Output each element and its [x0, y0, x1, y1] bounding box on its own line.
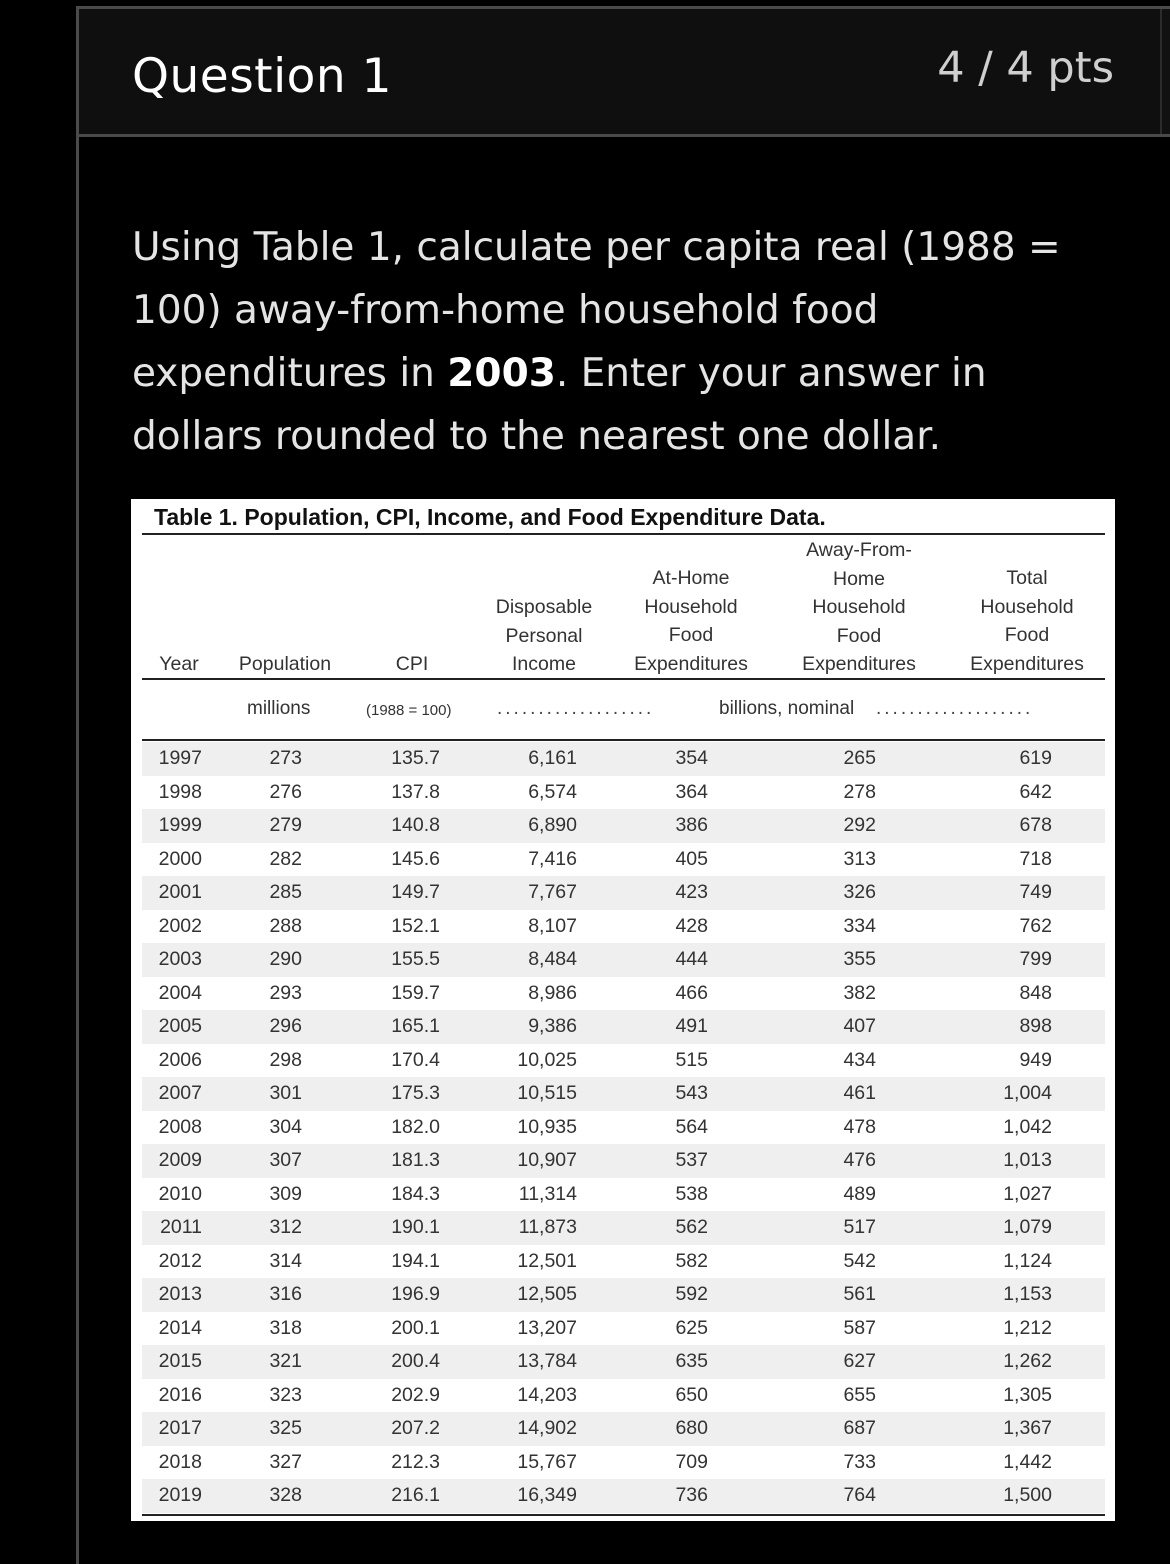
cell-cpi: 155.5 [391, 948, 440, 970]
cell-at-home: 405 [675, 847, 708, 870]
cell-cpi: 165.1 [391, 1015, 440, 1037]
table-row [142, 742, 1105, 776]
cell-cpi: 140.8 [391, 814, 440, 836]
table-row [142, 1211, 1105, 1245]
cell-away-from-home: 326 [843, 881, 876, 903]
header-cpi: CPI [395, 653, 429, 675]
question-title: Question 1 [132, 49, 393, 104]
header-at-home: At-Home Household Food Expenditures [634, 567, 748, 675]
cell-income: 12,505 [517, 1283, 577, 1305]
question-text-part-1: Using Table 1, calculate per capita real (1988 = 100) away-from-home household food expenditures in [132, 225, 1061, 396]
cell-at-home: 564 [675, 1115, 708, 1138]
cell-away-from-home: 265 [843, 747, 876, 769]
cell-away-from-home: 355 [843, 948, 876, 970]
cell-at-home: 543 [675, 1082, 708, 1104]
cell-away-from-home: 687 [843, 1417, 876, 1439]
table-top-rule [142, 533, 1105, 535]
cell-away-from-home: 334 [843, 914, 876, 937]
cell-year: 2016 [158, 1383, 202, 1406]
cell-year: 2006 [158, 1048, 202, 1071]
cell-total: 1,262 [1003, 1350, 1052, 1372]
table-body [142, 742, 1105, 1513]
cell-year: 2019 [158, 1484, 202, 1506]
cell-at-home: 364 [675, 780, 708, 803]
cell-income: 10,515 [517, 1082, 577, 1104]
cell-away-from-home: 733 [843, 1450, 876, 1473]
cell-year: 2015 [158, 1350, 202, 1372]
cell-away-from-home: 478 [843, 1115, 876, 1138]
cell-population: 290 [269, 948, 302, 970]
cell-at-home: 354 [675, 747, 708, 769]
cell-total: 799 [1019, 948, 1052, 970]
cell-cpi: 181.3 [391, 1149, 440, 1171]
cell-population: 321 [269, 1350, 302, 1372]
cell-year: 2009 [158, 1149, 202, 1171]
cell-year: 2001 [158, 881, 202, 903]
cell-income: 6,574 [528, 780, 577, 803]
cell-year: 2018 [158, 1450, 202, 1473]
cell-at-home: 423 [675, 881, 708, 903]
table-row [142, 843, 1105, 877]
cell-total: 949 [1019, 1048, 1052, 1071]
cell-cpi: 149.7 [391, 881, 440, 903]
cell-total: 718 [1019, 847, 1052, 870]
cell-total: 898 [1019, 1015, 1052, 1037]
cell-year: 2002 [158, 914, 202, 937]
table-row [142, 1412, 1105, 1446]
cell-population: 316 [269, 1283, 302, 1305]
cell-income: 10,025 [517, 1048, 577, 1071]
table-bottom-rule [142, 1514, 1105, 1516]
cell-population: 293 [269, 981, 302, 1004]
table-row [142, 1044, 1105, 1078]
header-income: Disposable Personal Income [495, 596, 593, 675]
cell-away-from-home: 764 [843, 1484, 876, 1506]
cell-income: 6,161 [528, 747, 577, 769]
cell-away-from-home: 476 [843, 1149, 876, 1171]
cell-total: 642 [1019, 780, 1052, 803]
cell-population: 282 [269, 847, 302, 870]
header-total: Total Household Food Expenditures [970, 567, 1084, 675]
cell-year: 2004 [158, 981, 202, 1004]
cell-year: 1997 [158, 747, 202, 769]
cell-population: 309 [269, 1182, 302, 1205]
cell-cpi: 184.3 [391, 1182, 440, 1205]
cell-at-home: 428 [675, 914, 708, 937]
cell-year: 2005 [158, 1015, 202, 1037]
cell-population: 298 [269, 1048, 302, 1071]
header-rule [142, 678, 1105, 680]
table-row [142, 1111, 1105, 1145]
table-row [142, 776, 1105, 810]
data-table-image [131, 499, 1115, 1521]
cell-at-home: 709 [675, 1450, 708, 1473]
table-row [142, 1245, 1105, 1279]
cell-income: 7,767 [528, 881, 577, 903]
cell-population: 301 [269, 1082, 302, 1104]
cell-cpi: 194.1 [391, 1249, 440, 1272]
cell-income: 10,907 [517, 1149, 577, 1171]
cell-total: 848 [1019, 981, 1052, 1004]
cell-population: 304 [269, 1115, 302, 1138]
cell-population: 318 [269, 1316, 302, 1339]
cell-total: 1,027 [1003, 1182, 1052, 1205]
cell-income: 14,902 [517, 1417, 577, 1439]
table-row [142, 1144, 1105, 1178]
table-caption: Table 1. Population, CPI, Income, and Food Expenditure Data. [154, 504, 826, 530]
table-row [142, 910, 1105, 944]
cell-at-home: 491 [675, 1015, 708, 1037]
cell-cpi: 202.9 [391, 1383, 440, 1406]
cell-year: 2003 [158, 948, 202, 970]
table-row [142, 809, 1105, 843]
cell-cpi: 152.1 [391, 914, 440, 937]
cell-year: 2013 [158, 1283, 202, 1305]
cell-away-from-home: 434 [843, 1048, 876, 1071]
cell-year: 2011 [160, 1216, 202, 1238]
cell-at-home: 562 [675, 1216, 708, 1238]
cell-total: 1,212 [1003, 1316, 1052, 1339]
cell-income: 6,890 [528, 814, 577, 836]
cell-away-from-home: 278 [843, 780, 876, 803]
cell-population: 325 [269, 1417, 302, 1439]
cell-away-from-home: 461 [843, 1082, 876, 1104]
cell-population: 307 [269, 1149, 302, 1171]
cell-cpi: 137.8 [391, 780, 440, 803]
question-text [132, 216, 1092, 468]
table-row [142, 876, 1105, 910]
cell-cpi: 135.7 [391, 747, 440, 769]
cell-away-from-home: 292 [843, 814, 876, 836]
cell-population: 327 [269, 1450, 302, 1473]
cell-income: 11,873 [518, 1216, 577, 1238]
table-row [142, 1446, 1105, 1480]
cell-income: 13,207 [517, 1316, 577, 1339]
cell-cpi: 182.0 [391, 1115, 440, 1138]
cell-income: 10,935 [517, 1115, 577, 1138]
cell-away-from-home: 542 [843, 1249, 876, 1272]
cell-cpi: 200.4 [391, 1350, 440, 1372]
cell-away-from-home: 382 [843, 981, 876, 1004]
cell-total: 749 [1019, 881, 1052, 903]
cell-away-from-home: 587 [843, 1316, 876, 1339]
table-row [142, 1312, 1105, 1346]
table-row [142, 1379, 1105, 1413]
cell-cpi: 190.1 [391, 1216, 440, 1238]
cell-income: 13,784 [517, 1350, 577, 1372]
cell-at-home: 736 [675, 1484, 708, 1506]
cell-income: 16,349 [517, 1484, 577, 1506]
units-rule [142, 739, 1105, 741]
cell-at-home: 680 [675, 1417, 708, 1439]
cell-total: 1,013 [1003, 1149, 1052, 1171]
cell-total: 1,124 [1003, 1249, 1052, 1272]
cell-year: 2008 [158, 1115, 202, 1138]
cell-at-home: 592 [675, 1283, 708, 1305]
table-row [142, 1178, 1105, 1212]
question-header [79, 9, 1170, 137]
cell-total: 1,042 [1003, 1115, 1052, 1138]
cell-population: 273 [269, 747, 302, 769]
cell-cpi: 145.6 [391, 847, 440, 870]
cell-total: 619 [1019, 747, 1052, 769]
cell-cpi: 216.1 [391, 1484, 440, 1506]
cell-total: 1,153 [1003, 1283, 1052, 1305]
cell-income: 14,203 [517, 1383, 577, 1406]
cell-at-home: 635 [675, 1350, 708, 1372]
cell-income: 11,314 [518, 1182, 577, 1205]
cell-away-from-home: 407 [843, 1015, 876, 1037]
cell-year: 2000 [158, 847, 202, 870]
cell-total: 678 [1019, 814, 1052, 836]
question-points: 4 / 4 pts [937, 43, 1114, 93]
cell-total: 762 [1019, 914, 1052, 937]
cell-income: 8,986 [528, 981, 577, 1004]
header-population: Population [238, 653, 332, 675]
cell-population: 296 [269, 1015, 302, 1037]
table-row [142, 1077, 1105, 1111]
cell-at-home: 444 [675, 948, 708, 970]
cell-income: 8,484 [528, 948, 577, 970]
cell-income: 9,386 [528, 1015, 577, 1037]
cell-cpi: 200.1 [391, 1316, 440, 1339]
cell-population: 276 [269, 780, 302, 803]
unit-cpi: (1988 = 100) [366, 702, 452, 719]
cell-away-from-home: 561 [843, 1283, 876, 1305]
table-row [142, 1278, 1105, 1312]
cell-at-home: 538 [675, 1182, 708, 1205]
cell-at-home: 582 [675, 1249, 708, 1272]
cell-population: 328 [269, 1484, 302, 1506]
cell-year: 1999 [158, 814, 202, 836]
header-away-from-home: Away-From- Home Household Food Expenditures [802, 539, 916, 675]
cell-away-from-home: 627 [843, 1350, 876, 1372]
cell-at-home: 650 [675, 1383, 708, 1406]
unit-dots-right: ................... [876, 698, 1034, 719]
question-text-part-2: . Enter your answer in dollars rounded to the nearest one dollar. [132, 351, 987, 459]
table-row [142, 1345, 1105, 1379]
cell-cpi: 170.4 [391, 1048, 440, 1071]
scrollbar-edge [1160, 9, 1170, 134]
cell-cpi: 175.3 [391, 1082, 440, 1104]
cell-away-from-home: 489 [843, 1182, 876, 1205]
header-year: Year [159, 653, 199, 675]
unit-money: billions, nominal [719, 698, 855, 719]
cell-population: 288 [269, 914, 302, 937]
cell-year: 2007 [158, 1082, 202, 1104]
cell-income: 12,501 [517, 1249, 577, 1272]
table-row [142, 1479, 1105, 1513]
cell-income: 7,416 [528, 847, 577, 870]
cell-at-home: 515 [675, 1048, 708, 1071]
unit-population: millions [247, 698, 311, 719]
cell-year: 2017 [158, 1417, 202, 1439]
cell-away-from-home: 655 [843, 1383, 876, 1406]
cell-year: 2012 [158, 1249, 202, 1272]
cell-total: 1,079 [1003, 1216, 1052, 1238]
cell-population: 314 [269, 1249, 302, 1272]
cell-year: 1998 [158, 780, 202, 803]
cell-cpi: 196.9 [391, 1283, 440, 1305]
cell-population: 312 [269, 1216, 302, 1238]
cell-year: 2014 [158, 1316, 202, 1339]
cell-at-home: 537 [675, 1149, 708, 1171]
cell-income: 15,767 [517, 1450, 577, 1473]
cell-at-home: 386 [675, 814, 708, 836]
cell-total: 1,367 [1003, 1417, 1052, 1439]
cell-away-from-home: 517 [843, 1216, 876, 1238]
cell-at-home: 625 [675, 1316, 708, 1339]
cell-population: 285 [269, 881, 302, 903]
cell-away-from-home: 313 [843, 847, 876, 870]
question-year: 2003 [447, 351, 556, 396]
table-row [142, 977, 1105, 1011]
cell-population: 323 [269, 1383, 302, 1406]
cell-population: 279 [269, 814, 302, 836]
cell-cpi: 207.2 [391, 1417, 440, 1439]
cell-cpi: 212.3 [391, 1450, 440, 1473]
cell-income: 8,107 [528, 914, 577, 937]
table-row [142, 943, 1105, 977]
cell-at-home: 466 [675, 981, 708, 1004]
cell-total: 1,500 [1003, 1484, 1052, 1506]
unit-dots-left: ................... [497, 698, 655, 719]
cell-year: 2010 [158, 1182, 202, 1205]
cell-total: 1,305 [1003, 1383, 1052, 1406]
table-row [142, 1010, 1105, 1044]
cell-cpi: 159.7 [391, 981, 440, 1004]
cell-total: 1,442 [1003, 1450, 1052, 1473]
cell-total: 1,004 [1003, 1082, 1052, 1104]
